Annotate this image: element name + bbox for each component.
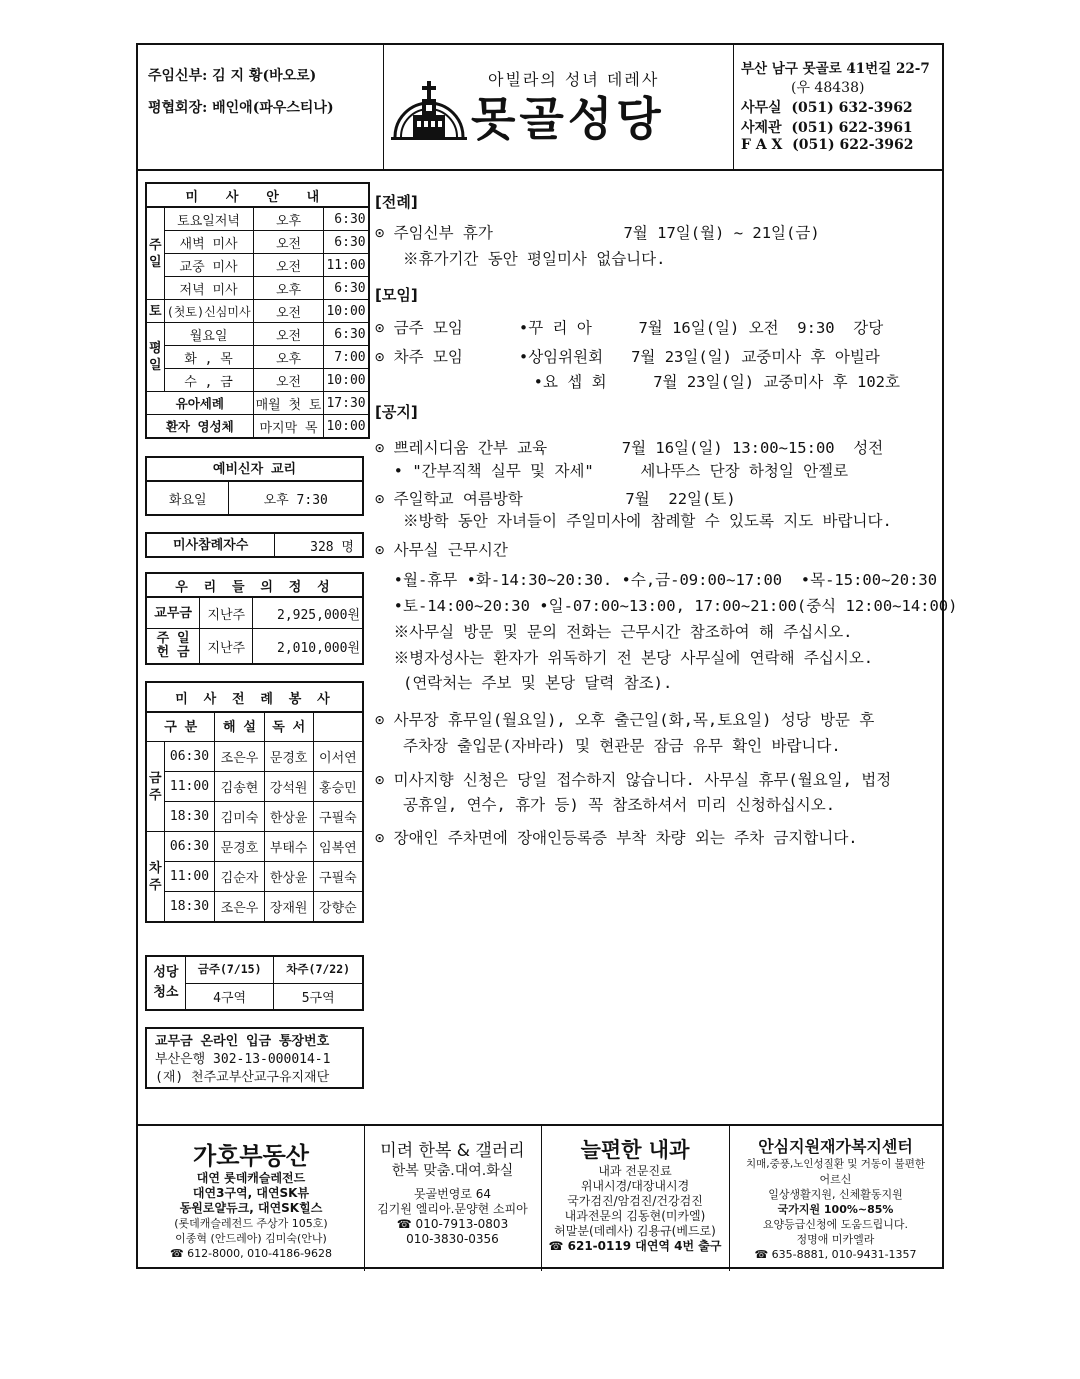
saturday-label: 토 [146, 300, 164, 323]
ad-line: 010-3830-0356 [406, 1232, 499, 1246]
service-name: 임복연 [313, 832, 363, 862]
bank-holder: (재) 천주교부산교구유지재단 [155, 1070, 330, 1085]
service-name: 홍승민 [313, 772, 363, 802]
catechumen-box [145, 456, 364, 516]
service-name: 조은우 [215, 892, 264, 923]
section-meeting: [모임] [375, 286, 418, 304]
header-contact [733, 45, 942, 169]
ad-line: 못골번영로 64 [413, 1187, 492, 1201]
ad-line: ☎ 621-0119 대연역 4번 출구 [548, 1239, 722, 1253]
service-name: 강향순 [313, 892, 363, 923]
notice-line: ⊙ 금주 모임 •꾸 리 아 7월 16일(일) 오전 9:30 강당 [375, 319, 884, 337]
subtitle: 아빌라의 성녀 데레사 [488, 70, 660, 89]
mass-ampm: 오전 [253, 369, 324, 392]
ad-line: 동원로얄듀크, 대연SK힐스 [179, 1201, 323, 1215]
ad-welfare [729, 1126, 942, 1271]
bank-account: 부산은행 302-13-000014-1 [155, 1052, 331, 1067]
notice-line: ⊙ 미사지향 신청은 당일 접수하지 않습니다. 사무실 휴무(월요일, 법정 [375, 771, 892, 789]
offering-title: 우 리 들 의 정 성 [146, 573, 363, 597]
notice-line: 공휴일, 연수, 휴가 등) 꼭 참조하셔서 미리 신청하십시오. [375, 796, 836, 814]
cleaning-this-value: 4구역 [185, 983, 273, 1010]
service-name: 김송현 [215, 772, 264, 802]
ads-footer [138, 1124, 942, 1271]
notice-line: ※방학 동안 자녀들이 주일미사에 참례할 수 있도록 지도 바랍니다. [375, 512, 892, 530]
ad-line: 내과전문의 김동현(미카엘) [564, 1209, 706, 1223]
notice-line: ※사무실 방문 및 문의 전화는 근무시간 참조하여 해 주십시오. [375, 623, 853, 641]
mass-name: 교중 미사 [164, 254, 253, 277]
ad-realestate [138, 1126, 365, 1271]
offering-label: 교무금 [146, 597, 200, 629]
ad-line: 대연3구역, 대연SK뷰 [192, 1186, 310, 1200]
mass-time: 10:00 [324, 300, 369, 323]
cleaning-next-head: 차주(7/22) [274, 956, 363, 983]
ad-line: 내과 전문진료 [598, 1164, 672, 1178]
mass-name: 토요일저녁 [164, 207, 253, 231]
infant-baptism-label: 유아세례 [146, 392, 253, 415]
service-title: 미 사 전 례 봉 사 [146, 682, 363, 712]
catechumen-day: 화요일 [146, 481, 229, 515]
notice-line: •월-휴무 •화-14:30~20:30. •수,금-09:00~17:00 •목-15:00~20:30 [375, 571, 938, 589]
ad-line: 어르신 [819, 1173, 852, 1186]
mass-time: 10:00 [324, 369, 369, 392]
service-name: 강석원 [264, 772, 313, 802]
ad-title: 가호부동산 [193, 1142, 309, 1170]
service-header: 독 서 [264, 712, 313, 742]
ad-line: 정명애 미카엘라 [796, 1233, 875, 1246]
mass-name: (첫토)신심미사 [164, 300, 253, 323]
service-time: 06:30 [164, 832, 215, 862]
mass-time: 6:30 [324, 207, 369, 231]
pastor-label: 주임신부: 김 지 황(바오로) [148, 68, 317, 84]
offering-period: 지난주 [200, 597, 253, 629]
notice-line: ⊙ 주일학교 여름방학 7월 22일(토) [375, 490, 736, 508]
service-name: 한상윤 [264, 802, 313, 832]
sick-communion-time: 10:00 [324, 415, 369, 439]
header [138, 45, 942, 171]
attendance-value: 328 명 [275, 533, 363, 557]
sunday-label: 주일 [146, 207, 164, 300]
service-name: 구필숙 [313, 802, 363, 832]
ad-line: 한복 맞춤.대여.화실 [391, 1163, 514, 1179]
council-label: 평협회장: 배인애(파우스티나) [148, 100, 334, 116]
church-logo-icon [391, 75, 467, 141]
contact-rectory: 사제관 (051) 622-3961 [741, 120, 913, 136]
mass-time: 7:00 [324, 346, 369, 369]
attendance-box [145, 532, 364, 558]
service-header: 구 분 [146, 712, 215, 742]
notice-line: •토-14:00~20:30 •일-07:00~13:00, 17:00~21:00(중식 12:00~14:00) [375, 597, 958, 615]
notice-line: ⊙ 사무실 근무시간 [375, 541, 508, 559]
mass-ampm: 오후 [253, 346, 324, 369]
ad-line: 국가검진/암검진/건강검진 [567, 1194, 703, 1208]
mass-ampm: 오전 [253, 300, 324, 323]
ad-line: 치매,중풍,노인성질환 및 거동이 불편한 [746, 1158, 925, 1170]
ad-line: 위내시경/대장내시경 [580, 1179, 690, 1193]
notice-line: ※병자성사는 환자가 위독하기 전 본당 사무실에 연락해 주십시오. [375, 649, 874, 667]
service-name: 조은우 [215, 742, 264, 772]
ad-hanbok [364, 1126, 542, 1271]
service-box [145, 681, 364, 923]
service-name: 김순자 [215, 862, 264, 892]
mass-time: 6:30 [324, 323, 369, 346]
infant-baptism-desc: 매월 첫 토 [253, 392, 324, 415]
service-time: 18:30 [164, 802, 215, 832]
mass-ampm: 오후 [253, 207, 324, 231]
cleaning-box [145, 955, 364, 1011]
catechumen-title: 예비신자 교리 [146, 457, 363, 481]
cleaning-label: 성당 청소 [146, 956, 185, 1010]
service-name: 김미숙 [215, 802, 264, 832]
offering-amount: 2,925,000원 [253, 597, 363, 629]
notice-line: 주차장 출입문(자바라) 및 현관문 잠금 유무 확인 바랍니다. [375, 737, 841, 755]
contact-office: 사무실 (051) 632-3962 [741, 100, 913, 116]
ad-line: 국가지원 100%~85% [777, 1203, 894, 1216]
ad-title: 늘편한 내과 [580, 1138, 690, 1162]
mass-name: 저녁 미사 [164, 277, 253, 300]
mass-ampm: 오전 [253, 231, 324, 254]
notice-line: ⊙ 장애인 주차면에 장애인등록증 부착 차량 외는 주차 금지합니다. [375, 829, 858, 847]
mass-ampm: 오전 [253, 323, 324, 346]
cleaning-this-head: 금주(7/15) [185, 956, 273, 983]
contact-fax: F A X (051) 622-3962 [741, 137, 914, 153]
service-time: 11:00 [164, 862, 215, 892]
bulletin-frame [136, 43, 958, 1269]
catechumen-time: 오후 7:30 [229, 481, 363, 515]
mass-time: 6:30 [324, 277, 369, 300]
ad-line: ☎ 635-8881, 010-9431-1357 [754, 1248, 917, 1261]
service-time: 18:30 [164, 892, 215, 923]
notice-line: • "간부직책 실무 및 자세" 세나뚜스 단장 하청일 안젤로 [375, 462, 849, 480]
section-liturgy: [전례] [375, 193, 418, 211]
mass-name: 화 , 목 [164, 346, 253, 369]
header-staff [138, 45, 384, 169]
service-name: 문경호 [215, 832, 264, 862]
mass-time: 6:30 [324, 231, 369, 254]
mass-title: 미 사 안 내 [146, 183, 369, 207]
address: 부산 남구 못골로 41번길 22-7 [741, 61, 930, 77]
notice-line: ⊙ 주임신부 휴가 7월 17일(월) ~ 21일(금) [375, 224, 820, 242]
service-name: 구필숙 [313, 862, 363, 892]
header-title [383, 45, 734, 169]
ad-line: (롯데캐슬레전드 주상가 105호) [174, 1217, 328, 1230]
ad-line: 요양등급신청에 도움드립니다. [762, 1218, 909, 1231]
sick-communion-label: 환자 영성체 [146, 415, 253, 439]
attendance-label: 미사참례자수 [146, 533, 275, 557]
ad-line: 일상생활지원, 신체활동지원 [768, 1188, 903, 1201]
church-name: 못골성당 [471, 92, 665, 146]
ad-line: 김기원 엘리아.문양현 소피아 [377, 1202, 528, 1216]
notice-line: ⊙ 사무장 휴무일(월요일), 오후 출근일(화,목,토요일) 성당 방문 후 [375, 711, 875, 729]
service-name: 문경호 [264, 742, 313, 772]
notice-line: •요 셉 회 7월 23일(일) 교중미사 후 102호 [375, 373, 900, 391]
ad-title: 미려 한복 & 갤러리 [380, 1141, 525, 1161]
postal-code: (우 48438) [791, 80, 865, 96]
offering-box [145, 572, 364, 665]
service-name: 이서연 [313, 742, 363, 772]
ad-line: ☎ 612-8000, 010-4186-9628 [169, 1247, 333, 1260]
notice-line: ※휴가기간 동안 평일미사 없습니다. [375, 250, 666, 268]
sick-communion-desc: 마지막 목 [253, 415, 324, 439]
service-header: 해 설 [215, 712, 264, 742]
ad-line: 허말분(데레사) 김용규(베드로) [554, 1224, 716, 1238]
service-name: 한상윤 [264, 862, 313, 892]
service-name: 장재원 [264, 892, 313, 923]
mass-name: 수 , 금 [164, 369, 253, 392]
notice-line: ⊙ 차주 모임 •상임위원회 7월 23일(일) 교중미사 후 아빌라 [375, 348, 880, 366]
mass-time: 11:00 [324, 254, 369, 277]
this-week-label: 금주 [146, 742, 164, 832]
mass-ampm: 오후 [253, 277, 324, 300]
ad-clinic [541, 1126, 730, 1271]
mass-ampm: 오전 [253, 254, 324, 277]
service-time: 06:30 [164, 742, 215, 772]
cleaning-next-value: 5구역 [274, 983, 363, 1010]
mass-name: 새벽 미사 [164, 231, 253, 254]
offering-amount: 2,010,000원 [253, 629, 363, 665]
service-time: 11:00 [164, 772, 215, 802]
ad-line: ☎ 010-7913-0803 [396, 1217, 509, 1231]
ad-title: 안심지원재가복지센터 [758, 1137, 913, 1156]
notice-line: ⊙ 쁘레시디움 간부 교육 7월 16일(일) 13:00~15:00 성전 [375, 439, 884, 457]
infant-baptism-time: 17:30 [324, 392, 369, 415]
ad-line: 대연 롯데캐슬레전드 [196, 1171, 306, 1185]
offering-label: 주 일 헌 금 [146, 629, 200, 665]
bank-title: 교무금 온라인 입금 통장번호 [155, 1034, 330, 1049]
notice-line: (연락처는 주보 및 본당 달력 참조). [375, 674, 673, 692]
offering-period: 지난주 [200, 629, 253, 665]
next-week-label: 차주 [146, 832, 164, 923]
weekday-label: 평일 [146, 323, 164, 392]
ad-line: 이종혁 (안드레아) 김미숙(안나) [175, 1232, 327, 1245]
section-notice: [공지] [375, 403, 418, 421]
bank-box [145, 1027, 364, 1089]
service-name: 부태수 [264, 832, 313, 862]
mass-name: 월요일 [164, 323, 253, 346]
mass-schedule [145, 182, 364, 439]
